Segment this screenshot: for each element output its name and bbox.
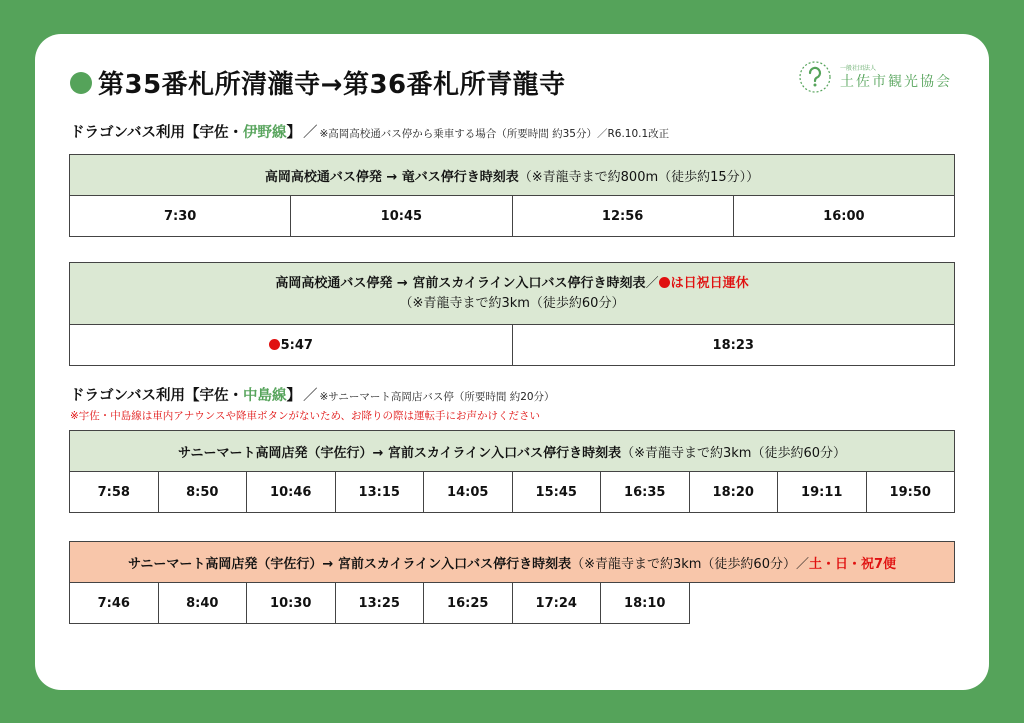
warning-note: ※宇佐・中島線は車内アナウンスや降車ボタンがないため、お降りの際は運転手にお声かけください	[70, 410, 541, 422]
time-cell: 15:45	[512, 472, 601, 513]
section1-slash: ／	[302, 125, 318, 141]
section2-suffix: 】	[286, 388, 301, 404]
time-cell: 19:11	[778, 472, 867, 513]
timetable-2-holiday-note: は日祝日運休	[670, 275, 749, 291]
time-cell: 7:30	[70, 196, 291, 237]
time-cell: 18:10	[601, 583, 690, 624]
time-cell-text: 5:47	[280, 337, 313, 353]
timetable-3-header	[70, 431, 955, 472]
time-cell: 17:24	[512, 583, 601, 624]
timetable-1-header	[70, 155, 955, 196]
timetable-1	[69, 154, 955, 237]
question-circle-logo-icon	[798, 60, 832, 94]
timetable-4-header-note: （※青龍寺まで約3km（徒歩約60分）	[571, 556, 796, 572]
timetable-3	[69, 430, 955, 513]
timetable-3-header-note: （※青龍寺まで約3km（徒歩約60分）	[621, 445, 847, 461]
time-cell: 18:23	[512, 325, 955, 366]
page-title	[70, 64, 566, 101]
timetable-2	[69, 262, 955, 366]
timetable-1-header-text: 高岡高校通バス停発 → 竜バス停行き時刻表	[264, 169, 519, 185]
logo-name: 土佐市観光協会	[840, 73, 952, 90]
section1-prefix: ドラゴンバス利用【宇佐・	[70, 125, 243, 141]
timetable-4-header	[70, 542, 955, 583]
section2-line-name: 中島線	[242, 388, 287, 404]
time-cell: 12:56	[512, 196, 733, 237]
green-dot-icon	[70, 72, 92, 94]
timetable-2-header-note: （※青龍寺まで約3km（徒歩約60分）	[399, 295, 625, 311]
time-cell: 10:30	[247, 583, 336, 624]
time-cell: 16:25	[424, 583, 513, 624]
red-dot-icon	[659, 277, 670, 288]
time-cell: 8:40	[158, 583, 247, 624]
logo-subtitle: 一般社団法人	[840, 64, 877, 72]
section1-line-name: 伊野線	[242, 125, 287, 141]
timetable-3-header-text: サニーマート高岡店発（宇佐行）→ 宮前スカイライン入口バス停行き時刻表	[177, 445, 622, 461]
logo	[798, 60, 952, 94]
time-cell: 18:20	[689, 472, 778, 513]
empty-cell	[689, 583, 778, 624]
timetable-4-header-text: サニーマート高岡店発（宇佐行）→ 宮前スカイライン入口バス停行き時刻表	[127, 556, 572, 572]
time-cell: 10:46	[247, 472, 336, 513]
page-title-text: 第35番札所清瀧寺→第36番札所青龍寺	[98, 70, 566, 100]
section2-slash: ／	[302, 388, 318, 404]
time-cell: 7:46	[70, 583, 159, 624]
time-cell: 13:25	[335, 583, 424, 624]
section1-suffix: 】	[286, 125, 301, 141]
section2-prefix: ドラゴンバス利用【宇佐・	[70, 388, 243, 404]
timetable-4-header-slash: ／	[795, 556, 809, 572]
time-cell: 8:50	[158, 472, 247, 513]
empty-cell	[778, 583, 867, 624]
timetable-2-header	[70, 263, 955, 325]
time-cell	[70, 325, 513, 366]
timetable-4	[69, 541, 955, 624]
timetable-2-header-slash: ／	[645, 275, 659, 291]
time-cell: 13:15	[335, 472, 424, 513]
time-cell: 14:05	[424, 472, 513, 513]
section-heading-nakajima-line	[70, 384, 555, 405]
time-cell: 7:58	[70, 472, 159, 513]
section-heading-ino-line	[70, 121, 669, 142]
timetable-2-header-text: 高岡高校通バス停発 → 宮前スカイライン入口バス停行き時刻表	[275, 275, 646, 291]
red-dot-icon	[269, 339, 280, 350]
time-cell: 16:00	[733, 196, 954, 237]
section1-note: ※高岡高校通バス停から乗車する場合（所要時間 約35分）／R6.10.1改正	[319, 128, 670, 140]
empty-cell	[866, 583, 955, 624]
time-cell: 19:50	[866, 472, 955, 513]
time-cell: 10:45	[291, 196, 512, 237]
timetable-1-header-note: （※青龍寺まで約800m（徒歩約15分））	[518, 169, 760, 185]
timetable-4-weekend-note: 土・日・祝7便	[809, 556, 897, 572]
time-cell: 16:35	[601, 472, 690, 513]
section2-note: ※サニーマート高岡店バス停（所要時間 約20分）	[319, 391, 555, 403]
